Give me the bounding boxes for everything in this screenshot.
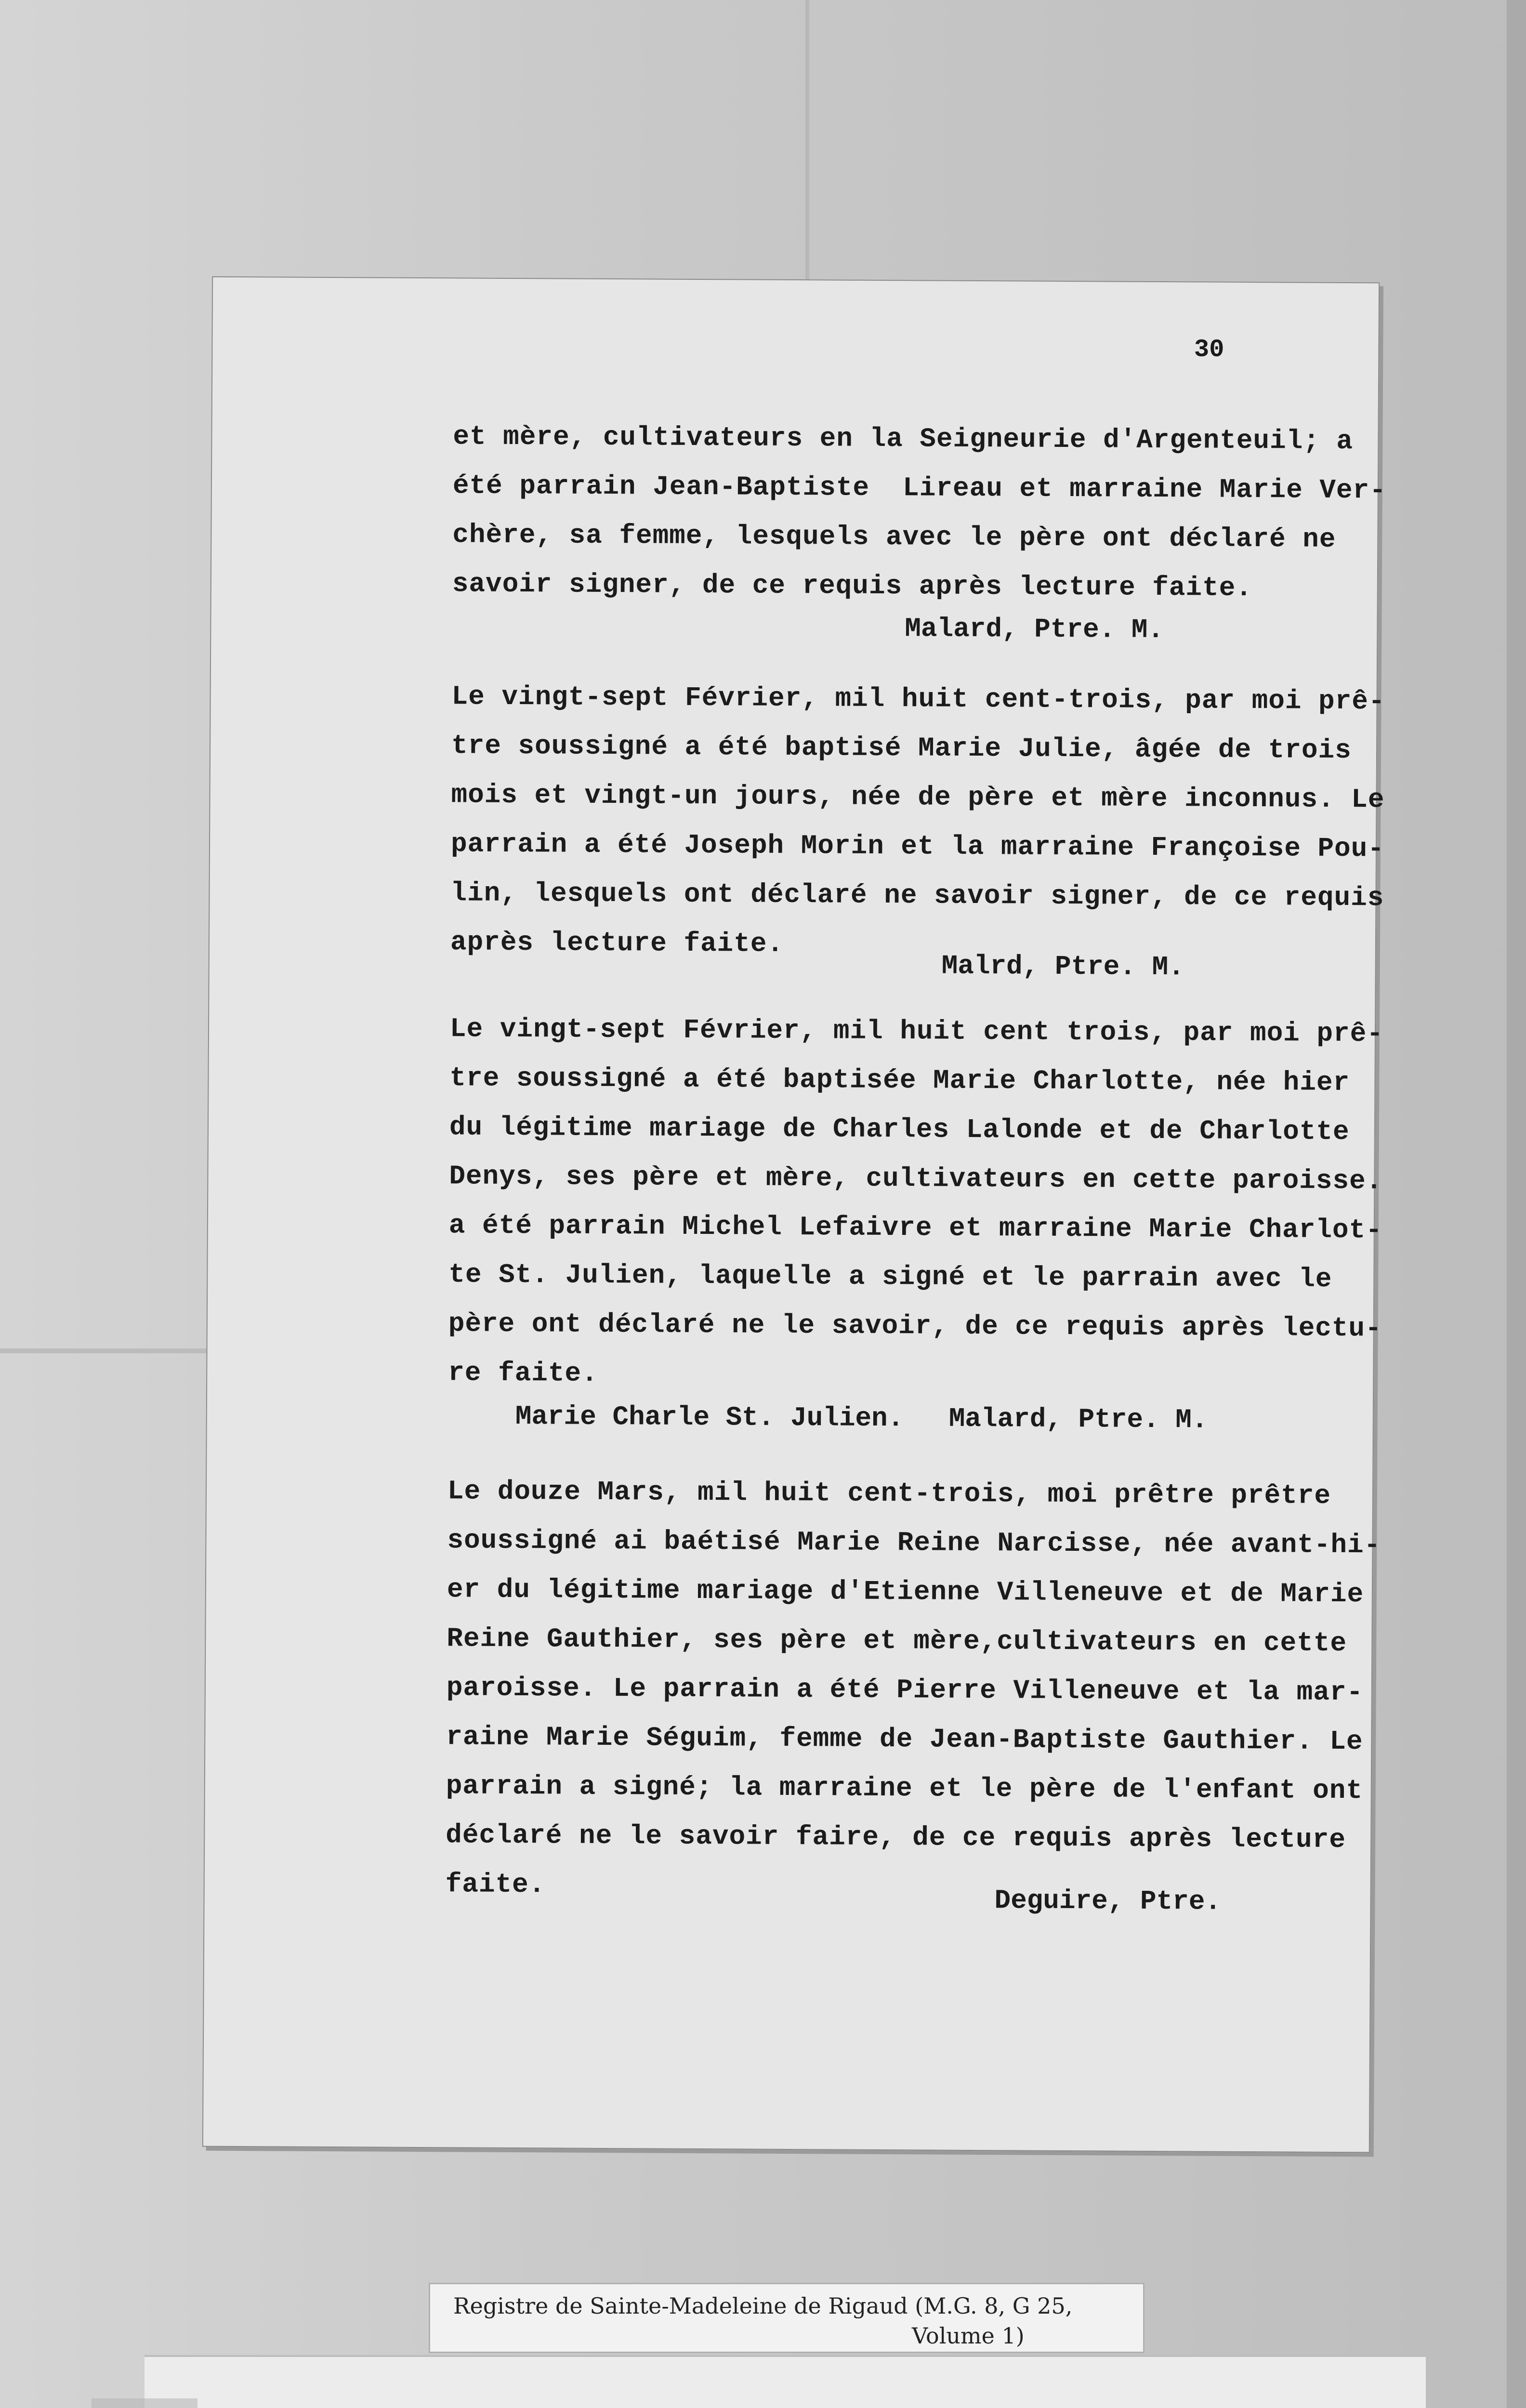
signature-line: Malard, Ptre. M. (948, 1403, 1208, 1436)
text-line: été parrain Jean-Baptiste Lireau et marraine Marie Ver- (452, 470, 1386, 506)
backdrop-seam (0, 1348, 222, 1353)
text-line: parrain a signé; la marraine et le père de l'enfant ont (446, 1770, 1363, 1806)
caption-label (429, 2283, 1144, 2353)
text-line: père ont déclaré ne le savoir, de ce requis après lectu- (448, 1308, 1382, 1344)
text-line: lin, lesquels ont déclaré ne savoir signer, de ce requis (450, 877, 1384, 914)
text-line: savoir signer, de ce requis après lecture faite. (452, 568, 1253, 603)
text-line: chère, sa femme, lesquels avec le père ont déclaré ne (452, 519, 1336, 555)
text-line: faite. (445, 1869, 546, 1900)
page-number: 30 (1194, 335, 1224, 364)
document-page (202, 276, 1386, 2153)
signature-line: Malrd, Ptre. M. (941, 950, 1184, 983)
text-line: Reine Gauthier, ses père et mère,cultivateurs en cette (447, 1623, 1347, 1659)
backdrop-edge (1507, 0, 1526, 2408)
tape-strip (92, 2398, 197, 2408)
text-line: Le vingt-sept Février, mil huit cent-trois, par moi prê- (451, 681, 1385, 717)
text-line: re faite. (448, 1357, 598, 1389)
backdrop-seam (805, 0, 809, 289)
text-line: Le douze Mars, mil huit cent-trois, moi prêtre prêtre (447, 1476, 1331, 1511)
text-line: a été parrain Michel Lefaivre et marraine Marie Charlot- (448, 1210, 1382, 1246)
text-line: du légitime mariage de Charles Lalonde et de Charlotte (449, 1112, 1350, 1148)
archive-card (145, 2355, 1426, 2408)
text-line: raine Marie Séguim, femme de Jean-Baptiste Gauthier. Le (446, 1721, 1363, 1757)
text-line: parrain a été Joseph Morin et la marraine Françoise Pou- (450, 828, 1385, 864)
caption-line: Registre de Sainte-Madeleine de Rigaud (M.G. 8, G 25, (453, 2293, 1073, 2319)
signature-line: Deguire, Ptre. (994, 1885, 1222, 1917)
text-line: soussigné ai baétisé Marie Reine Narcisse, née avant-hi- (447, 1525, 1381, 1561)
text-line: déclaré ne le savoir faire, de ce requis après lecture (446, 1819, 1346, 1856)
caption-line: Volume 1) (912, 2323, 1025, 2349)
text-line: Denys, ses père et mère, cultivateurs en cette paroisse. (449, 1161, 1383, 1197)
text-line: Le vingt-sept Février, mil huit cent trois, par moi prê- (449, 1013, 1384, 1049)
text-line: tre soussigné a été baptisée Marie Charlotte, née hier (449, 1062, 1350, 1099)
text-line: te St. Julien, laquelle a signé et le parrain avec le (448, 1259, 1332, 1295)
text-line: et mère, cultivateurs en la Seigneurie d'Argenteuil; a (453, 421, 1354, 457)
text-line: après lecture faite. (450, 927, 784, 959)
text-line: mois et vingt-un jours, née de père et mère inconnus. Le (451, 779, 1385, 815)
text-line: tre soussigné a été baptisé Marie Julie, âgée de trois (451, 730, 1352, 766)
text-line: paroisse. Le parrain a été Pierre Villeneuve et la mar- (446, 1672, 1364, 1708)
signature-line: Marie Charle St. Julien. (515, 1401, 904, 1434)
signature-line: Malard, Ptre. M. (905, 613, 1164, 646)
text-line: er du légitime mariage d'Etienne Villeneuve et de Marie (447, 1574, 1364, 1610)
